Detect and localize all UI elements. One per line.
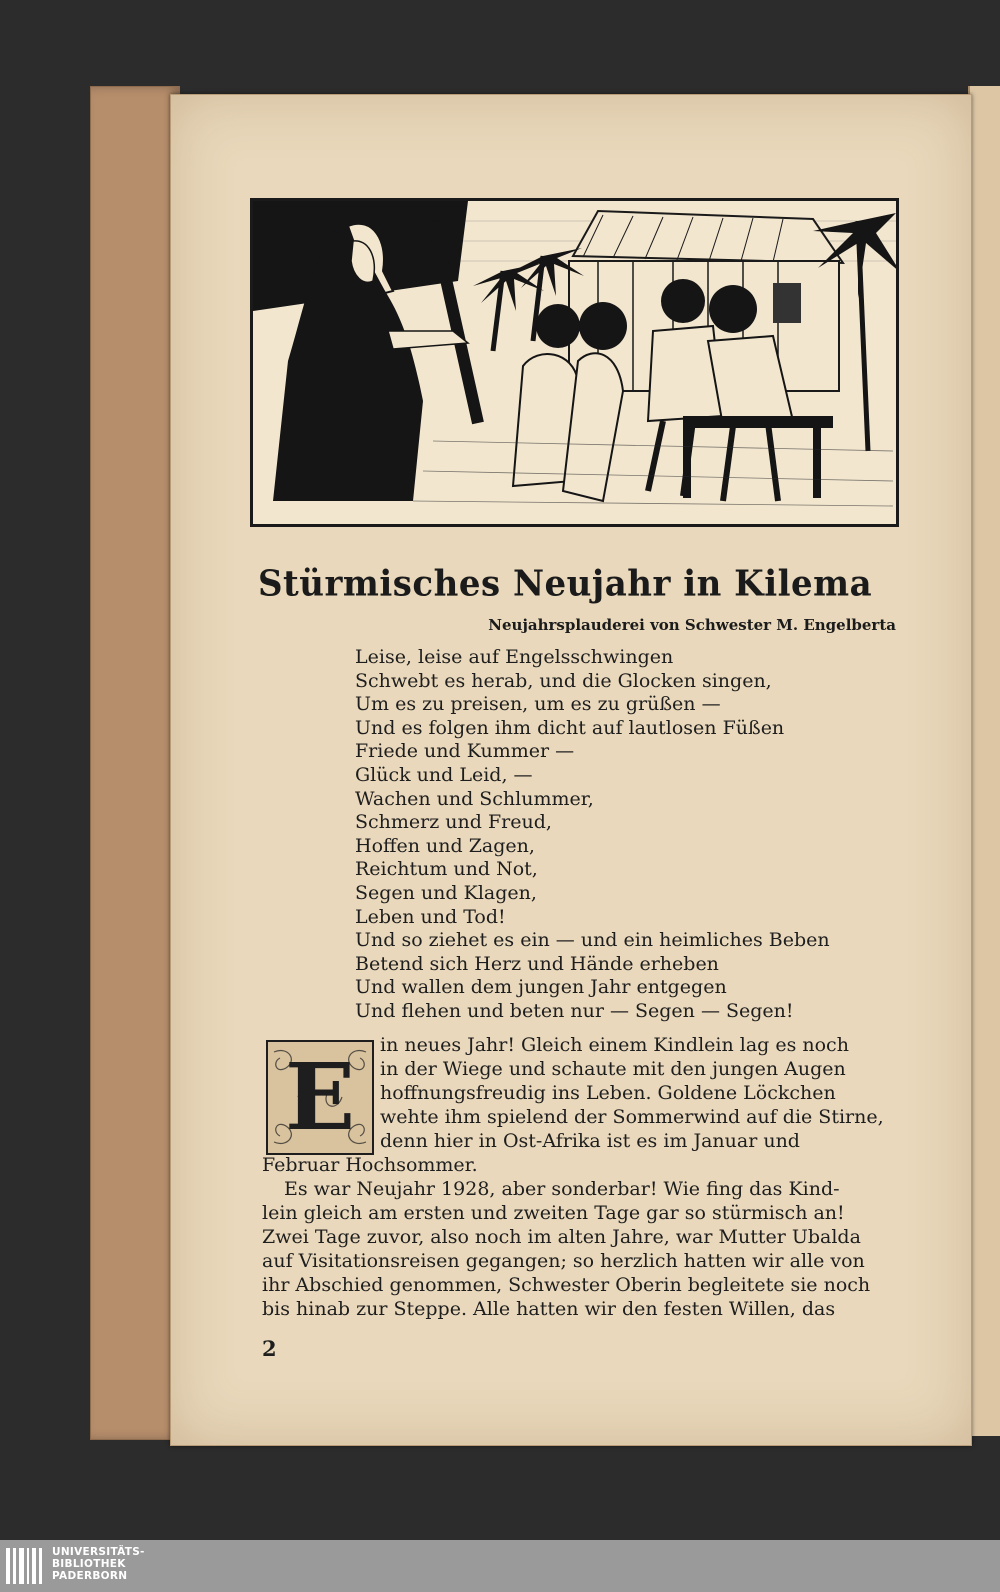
poem-line: Hoffen und Zagen, xyxy=(355,834,535,857)
article-byline: Neujahrsplauderei von Schwester M. Engelberta xyxy=(488,616,896,634)
woodcut-illustration xyxy=(250,198,899,527)
poem-line: Betend sich Herz und Hände erheben xyxy=(355,952,719,975)
drop-cap-letter: E xyxy=(284,1043,356,1151)
poem-line: Und flehen und beten nur — Segen — Segen! xyxy=(355,999,794,1022)
paragraph-line: bis hinab zur Steppe. Alle hatten wir den festen Willen, das xyxy=(262,1298,836,1320)
paragraph-line: ihr Abschied genommen, Schwester Oberin begleitete sie noch xyxy=(262,1274,871,1296)
poem-line: Und wallen dem jungen Jahr entgegen xyxy=(355,976,727,999)
paragraph-line: in der Wiege und schaute mit den jungen Augen xyxy=(380,1058,846,1080)
paragraph-line: auf Visitationsreisen gegangen; so herzlich hatten wir alle von xyxy=(262,1250,865,1272)
book-back-cover xyxy=(90,86,180,1440)
poem-line: Und so ziehet es ein — und ein heimliches Beben xyxy=(355,929,830,952)
poem-line: Schmerz und Freud, xyxy=(355,811,552,834)
poem-line: Friede und Kummer — xyxy=(355,740,575,763)
drop-cap-initial xyxy=(266,1040,374,1155)
poem-block xyxy=(355,646,875,1024)
poem-line: Um es zu preisen, um es zu grüßen — xyxy=(355,693,721,716)
paragraph-line: lein gleich am ersten und zweiten Tage gar so stürmisch an! xyxy=(262,1202,845,1224)
poem-line: Segen und Klagen, xyxy=(355,881,537,904)
library-logo-text xyxy=(52,1546,145,1582)
library-footer-bar xyxy=(0,1540,1000,1592)
poem-line: Glück und Leid, — xyxy=(355,763,533,786)
paragraph-line: Zwei Tage zuvor, also noch im alten Jahre, war Mutter Ubalda xyxy=(262,1226,861,1248)
paragraph-line: hoffnungsfreudig ins Leben. Goldene Löckchen xyxy=(380,1082,836,1104)
paragraph-line: in neues Jahr! Gleich einem Kindlein lag es noch xyxy=(380,1034,849,1056)
logo-line: BIBLIOTHEK xyxy=(52,1558,126,1570)
logo-line: PADERBORN xyxy=(52,1570,128,1582)
paragraph-line: Es war Neujahr 1928, aber sonderbar! Wie fing das Kind- xyxy=(284,1178,840,1200)
paragraph-line: denn hier in Ost-Afrika ist es im Januar und xyxy=(380,1130,800,1152)
mission-scene-image xyxy=(253,201,896,524)
page-number: 2 xyxy=(262,1336,277,1361)
facing-page-edge xyxy=(968,86,1000,1436)
poem-line: Schwebt es herab, und die Glocken singen, xyxy=(355,669,772,692)
poem-line: Und es folgen ihm dicht auf lautlosen Füßen xyxy=(355,716,785,739)
article-title: Stürmisches Neujahr in Kilema xyxy=(258,563,873,605)
paragraph-line: Februar Hochsommer. xyxy=(262,1154,478,1176)
poem-line: Leben und Tod! xyxy=(355,905,506,928)
poem-line: Wachen und Schlummer, xyxy=(355,787,594,810)
poem-line: Reichtum und Not, xyxy=(355,858,538,881)
poem-line: Leise, leise auf Engelsschwingen xyxy=(355,646,674,668)
library-logo-icon xyxy=(6,1548,44,1584)
logo-line: UNIVERSITÄTS- xyxy=(52,1546,145,1558)
paragraph-line: wehte ihm spielend der Sommerwind auf die Stirne, xyxy=(380,1106,884,1128)
